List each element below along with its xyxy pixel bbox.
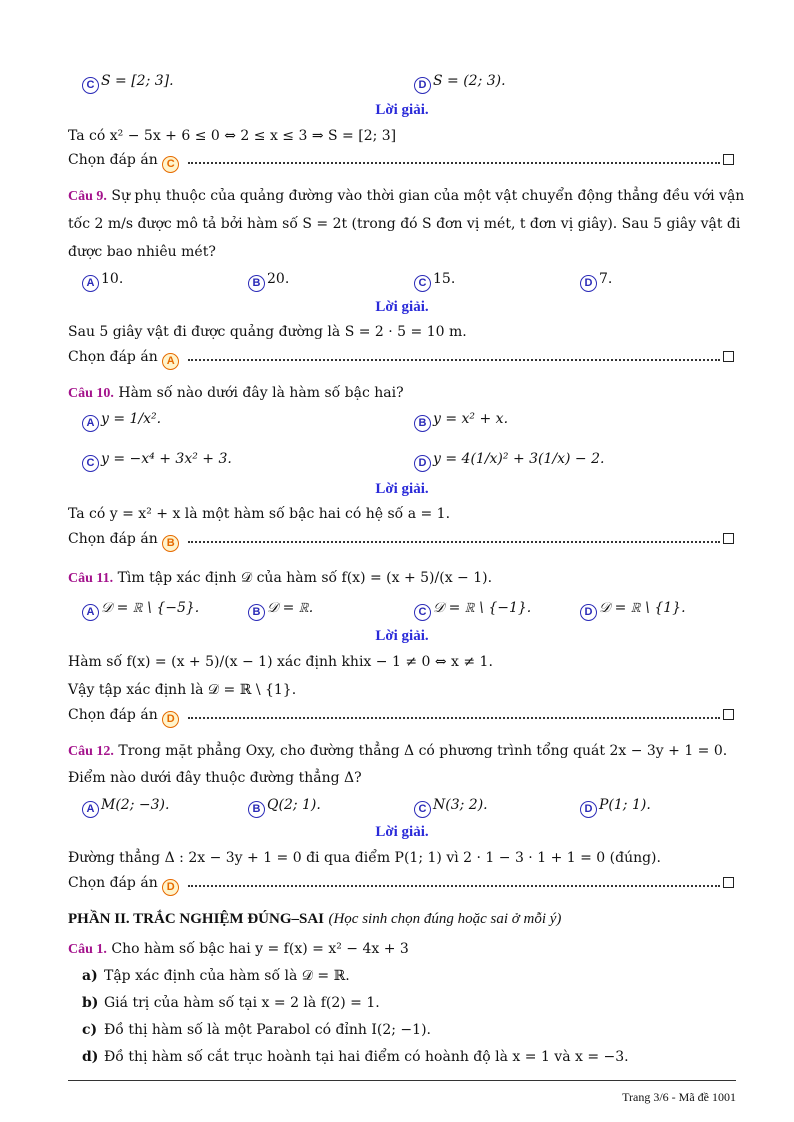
q12-text2: Điểm nào dưới đây thuộc đường thẳng Δ? <box>68 770 362 786</box>
option-b-marker: B <box>248 275 265 292</box>
option-b-marker: B <box>414 415 431 432</box>
q9-text1: Sự phụ thuộc của quảng đường vào thời gian của một vật chuyển động thẳng đều với vận <box>111 188 745 204</box>
q11-answer-marker: D <box>162 711 179 728</box>
q11-solution-heading: Lời giải. <box>375 628 429 644</box>
q9-text3: được bao nhiêu mét? <box>68 244 216 260</box>
item-text: Tập xác định của hàm số là 𝒟 = ℝ. <box>104 968 350 984</box>
q10-option-b: y = x² + x. <box>433 411 509 427</box>
option-c-marker: C <box>414 801 431 818</box>
q9-label: Câu 9. <box>68 189 107 204</box>
q11-text: Tìm tập xác định 𝒟 của hàm số f(x) = (x + 5)/(x − 1). <box>117 570 493 586</box>
option-a-marker: A <box>82 275 99 292</box>
q12-option-c: N(3; 2). <box>433 797 488 813</box>
q12-solution-heading: Lời giải. <box>375 824 429 840</box>
q8-solution-line: Ta có x² − 5x + 6 ≤ 0 ⇔ 2 ≤ x ≤ 3 ⇒ S = [2; 3] <box>68 128 397 144</box>
item-label: b) <box>82 995 99 1011</box>
dotted-leader <box>188 162 720 164</box>
option-b-marker: B <box>248 604 265 621</box>
item-label: a) <box>82 968 98 984</box>
item-label: d) <box>82 1049 99 1065</box>
part2-heading: PHẦN II. TRẮC NGHIỆM ĐÚNG–SAI <box>68 911 324 927</box>
q11-option-a: 𝒟 = ℝ \ {−5}. <box>101 600 200 616</box>
part2-item-a <box>82 967 736 985</box>
item-text: Đồ thị hàm số là một Parabol có đỉnh I(2; −1). <box>104 1022 431 1038</box>
q12-option-b: Q(2; 1). <box>267 797 321 813</box>
end-box <box>723 154 734 165</box>
part2-heading-row <box>68 910 736 928</box>
choose-label: Chọn đáp án <box>68 531 158 547</box>
end-box <box>723 533 734 544</box>
q8-answer-row <box>68 152 736 170</box>
option-c-marker: C <box>414 275 431 292</box>
choose-label: Chọn đáp án <box>68 349 158 365</box>
q9-answer-row <box>68 349 736 367</box>
q9-solution-heading: Lời giải. <box>375 299 429 315</box>
part2-note: (Học sinh chọn đúng hoặc sai ở mỗi ý) <box>328 911 562 927</box>
end-box <box>723 351 734 362</box>
q9-solution-line: Sau 5 giây vật đi được quảng đường là S = 2 · 5 = 10 m. <box>68 324 467 340</box>
q10-solution-line: Ta có y = x² + x là một hàm số bậc hai có hệ số a = 1. <box>68 506 451 522</box>
q9-option-b: 20. <box>267 271 290 287</box>
dotted-leader <box>188 359 720 361</box>
q11-answer-row <box>68 707 736 725</box>
item-text: Giá trị của hàm số tại x = 2 là f(2) = 1. <box>104 995 380 1011</box>
q12-stem-line1 <box>68 742 736 761</box>
option-d-marker: D <box>414 455 431 472</box>
q9-text2: tốc 2 m/s được mô tả bởi hàm số S = 2t (trong đó S đơn vị mét, t đơn vị giây). Sau 5 giây vật đi <box>68 216 741 232</box>
footer-rule <box>68 1080 736 1081</box>
q11-solution-line1: Hàm số f(x) = (x + 5)/(x − 1) xác định khix − 1 ≠ 0 ⇔ x ≠ 1. <box>68 654 493 670</box>
part2-item-b <box>82 994 736 1012</box>
q11-stem <box>68 569 736 588</box>
q10-option-c: y = −x⁴ + 3x² + 3. <box>101 451 232 467</box>
q9-option-a: 10. <box>101 271 124 287</box>
q8-option-c: S = [2; 3]. <box>101 73 174 89</box>
q12-option-a: M(2; −3). <box>101 797 170 813</box>
part2-q1-stem <box>68 940 736 959</box>
option-c-marker: C <box>414 604 431 621</box>
q8-option-d: S = (2; 3). <box>433 73 506 89</box>
choose-label: Chọn đáp án <box>68 875 158 891</box>
q8-solution-heading: Lời giải. <box>375 102 429 118</box>
part2-q1-text: Cho hàm số bậc hai y = f(x) = x² − 4x + 3 <box>111 941 409 957</box>
q10-text: Hàm số nào dưới đây là hàm số bậc hai? <box>118 385 404 401</box>
q8-answer-marker: C <box>162 156 179 173</box>
option-a-marker: A <box>82 801 99 818</box>
item-text: Đồ thị hàm số cắt trục hoành tại hai điểm có hoành độ là x = 1 và x = −3. <box>104 1049 629 1065</box>
option-d-marker: D <box>580 275 597 292</box>
page-footer: Trang 3/6 - Mã đề 1001 <box>622 1090 736 1104</box>
q9-option-d: 7. <box>599 271 613 287</box>
option-a-marker: A <box>82 415 99 432</box>
option-c-marker: C <box>82 77 99 94</box>
part2-q1-label: Câu 1. <box>68 942 107 957</box>
end-box <box>723 709 734 720</box>
q12-solution-line: Đường thẳng Δ : 2x − 3y + 1 = 0 đi qua điểm P(1; 1) vì 2 · 1 − 3 · 1 + 1 = 0 (đúng). <box>68 850 661 866</box>
q12-text1: Trong mặt phẳng Oxy, cho đường thẳng Δ có phương trình tổng quát 2x − 3y + 1 = 0. <box>118 743 728 759</box>
dotted-leader <box>188 541 720 543</box>
item-label: c) <box>82 1022 98 1038</box>
exam-page <box>68 0 745 1122</box>
q9-stem-line1 <box>68 187 745 206</box>
q10-option-a: y = 1/x². <box>101 411 162 427</box>
option-c-marker: C <box>82 455 99 472</box>
dotted-leader <box>188 717 720 719</box>
option-d-marker: D <box>414 77 431 94</box>
q10-label: Câu 10. <box>68 386 114 401</box>
option-b-marker: B <box>248 801 265 818</box>
q12-label: Câu 12. <box>68 744 114 759</box>
q11-label: Câu 11. <box>68 571 114 586</box>
q11-option-d: 𝒟 = ℝ \ {1}. <box>599 600 686 616</box>
q11-option-b: 𝒟 = ℝ. <box>267 600 314 616</box>
q11-solution-line2: Vậy tập xác định là 𝒟 = ℝ \ {1}. <box>68 682 297 698</box>
part2-item-c <box>82 1021 736 1039</box>
option-a-marker: A <box>82 604 99 621</box>
option-d-marker: D <box>580 801 597 818</box>
choose-label: Chọn đáp án <box>68 707 158 723</box>
end-box <box>723 877 734 888</box>
q9-answer-marker: A <box>162 353 179 370</box>
q12-answer-row <box>68 875 736 893</box>
q10-option-d: y = 4(1/x)² + 3(1/x) − 2. <box>433 451 605 467</box>
q12-option-d: P(1; 1). <box>599 797 651 813</box>
choose-label: Chọn đáp án <box>68 152 158 168</box>
q10-answer-row <box>68 531 736 549</box>
q9-option-c: 15. <box>433 271 456 287</box>
q10-stem <box>68 384 736 403</box>
q10-solution-heading: Lời giải. <box>375 481 429 497</box>
q12-answer-marker: D <box>162 879 179 896</box>
option-d-marker: D <box>580 604 597 621</box>
part2-item-d <box>82 1048 736 1066</box>
q11-option-c: 𝒟 = ℝ \ {−1}. <box>433 600 532 616</box>
q10-answer-marker: B <box>162 535 179 552</box>
dotted-leader <box>188 885 720 887</box>
